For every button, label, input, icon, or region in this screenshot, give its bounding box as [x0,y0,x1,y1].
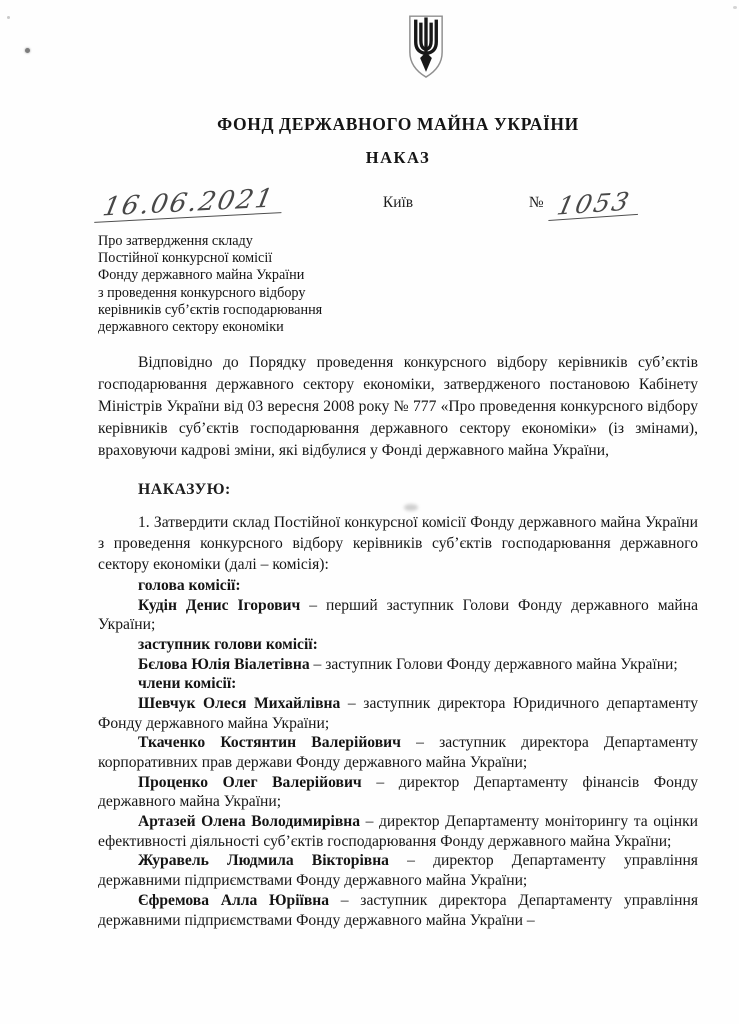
commission-member [98,812,698,851]
member-desc: – директор Департаменту моніторингу та оцінки ефективності діяльності суб’єктів господарювання Фонду державного майна України; [98,813,699,850]
member-name: Проценко Олег Валерійович [138,773,362,791]
subject-line: державного сектору економіки [98,319,284,336]
commission-member [98,891,698,930]
scan-speck [25,48,30,53]
member-name: Бєлова Юлія Віалетівна [138,655,310,673]
subject-block [98,233,428,336]
member-name: Шевчук Олеся Михайлівна [138,694,341,712]
member-desc: – заступник директора Департаменту управління державними підприємствами Фонду державного майна України – [98,891,699,929]
scan-smudge [404,504,418,511]
member-desc: – заступник директора Юридичного департаменту Фонду державного майна України; [98,694,698,732]
member-desc: – перший заступник Голови Фонду державного майна України; [98,596,698,634]
scan-speck [733,6,737,9]
handwritten-date: 16.06.2021 [94,185,287,223]
number-sign: № [528,194,544,211]
commission-member [98,851,698,890]
commission-member [98,596,698,635]
member-name: Ткаченко Костянтин Валерійович [138,734,401,752]
handwritten-number: 1053 [548,188,643,221]
issue-date-block [98,183,326,223]
subject-line: Про затвердження складу [98,233,253,249]
member-desc: – директор Департаменту управління державними підприємствами Фонду державного майна України; [98,852,698,890]
commission-member [98,733,698,772]
commission-member [98,773,698,812]
role-heading-chair: голова комісії: [138,577,241,595]
member-name: Кудін Денис Ігорович [138,596,301,614]
issue-line [98,174,698,223]
member-name: Єфремова Алла Юріївна [138,891,330,909]
commission-member [98,655,698,675]
member-desc: – заступник директора Департаменту корпоративних прав держави Фонду державного майна України; [98,734,698,771]
role-heading-members: члени комісії: [138,675,237,693]
organization-title: ФОНД ДЕРЖАВНОГО МАЙНА УКРАЇНИ [217,114,579,134]
subject-line: з проведення конкурсного відбору [98,284,306,301]
scan-speck [7,16,10,19]
ukraine-trident-icon [404,14,448,80]
issue-number-block [470,186,698,221]
emblem-container [98,14,698,90]
subject-line: Фонду державного майна України [98,267,305,284]
member-name: Артазей Олена Володимирівна [138,813,361,831]
order-item-1: 1. Затвердити склад Постійної конкурсної комісії Фонду державного майна України з проведення конкурсного відбору керівників суб’єктів господарювання державного сектору економіки (далі – комісія): [98,514,698,574]
member-desc: – заступник Голови Фонду державного майна України; [313,655,678,673]
preamble-paragraph: Відповідно до Порядку проведення конкурсного відбору керівників суб’єктів господарювання державного сектору економіки, затвердженого постановою Кабінету Міністрів України від 03 вересня 2008 року № 777 «Про проведення конкурсного відбору керівників суб’єктів господарювання державного сектору економіки» (із змінами), враховуючи кадрові зміни, які відбулися у Фонді державного майна України, [98,354,698,460]
role-heading-deputy-chair: заступник голови комісії: [138,636,318,654]
issue-city: Київ [382,194,414,211]
member-name: Журавель Людмила Вікторівна [138,852,389,870]
member-desc: – директор Департаменту фінансів Фонду державного майна України; [98,773,698,811]
commission-member [98,694,698,733]
subject-line: Постійної конкурсної комісії [98,250,273,267]
order-word: НАКАЗУЮ: [138,481,231,499]
subject-line: керівників суб’єктів господарювання [98,301,323,318]
document-type-heading: НАКАЗ [365,148,431,167]
